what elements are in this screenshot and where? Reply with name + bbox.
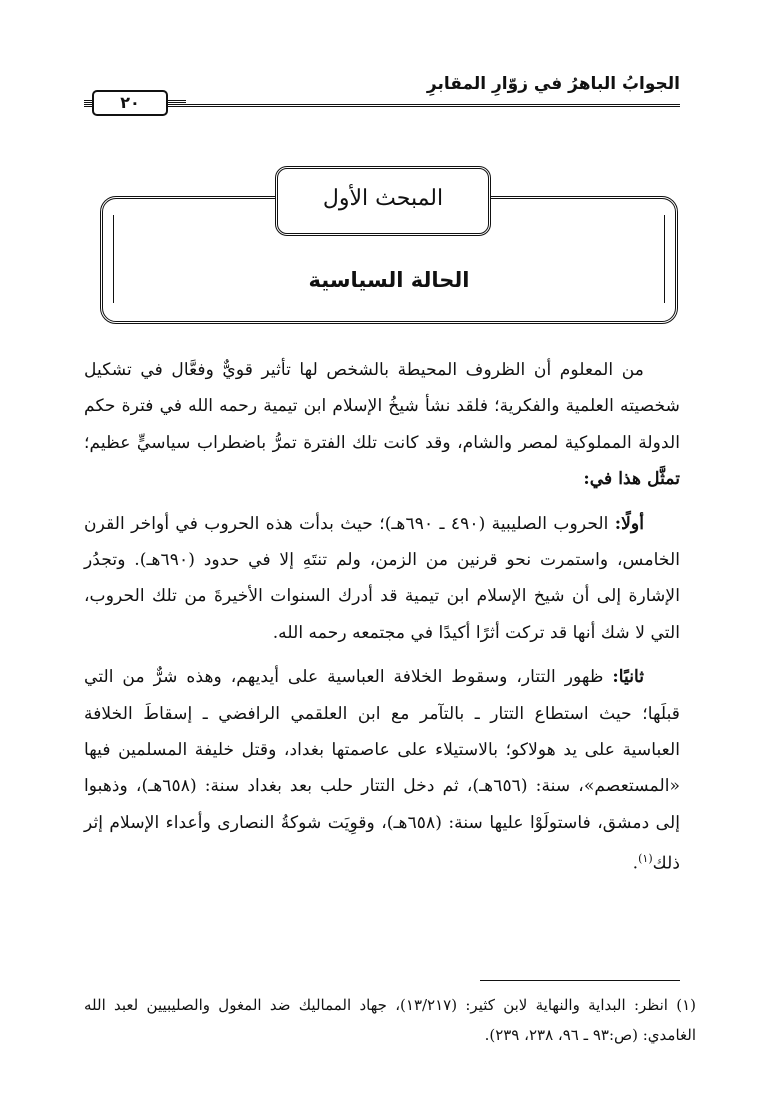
- page-number: ٢٠: [92, 90, 168, 116]
- book-title: الجوابُ الباهرُ في زوّارِ المقابرِ: [426, 74, 680, 94]
- second-text: ظهور التتار، وسقوط الخلافة العباسية على أيديهم، وهذه شرٌّ من التي قبلَها؛ حيث استطاع التتار ـ بالتآمر مع ابن العلقمي الرافضي ـ إسقاطَ الخلافة العباسية على يد هولاكو؛ بالاستيلاء على عاصمتها بغداد، وقتل خليفة المسلمين فيها «المستعصم»، سنة: (٦٥٦هـ)، ثم دخل التتار حلب بعد بغداد سنة: (٦٥٨هـ)، وذهبوا إلى دمشق، فاستولَوْا عليها سنة: (٦٥٨هـ)، وقوِيَت شوكةُ النصارى وأعداء الإسلام إثر ذلك: [84, 667, 680, 875]
- intro-text: من المعلوم أن الظروف المحيطة بالشخص لها تأثير قويٌّ وفعَّال في تشكيل شخصيته العلمية والفكرية؛ فلقد نشأ شيخُ الإسلام ابن تيمية رحمه الله في فترة حكم الدولة المملوكية لمصر والشام، وقد كانت تلك الفترة تمرُّ باضطراب سياسيٍّ عظيم؛: [84, 360, 680, 453]
- footnote-rule: [480, 980, 680, 981]
- section-heading: الحالة السياسية: [308, 268, 470, 292]
- second-paragraph: [84, 659, 680, 882]
- section-label: المبحث الأول: [322, 186, 444, 211]
- footnote-text: انظر: البداية والنهاية لابن كثير: (١٣/٢١٧)، جهاد المماليك ضد المغول والصليبيين لعبد الله الغامدي: (ص:٩٣ ـ ٩٦، ٢٣٨، ٢٣٩).: [84, 996, 696, 1044]
- header-rule-left: [84, 100, 92, 103]
- footnote-reference[interactable]: (١): [638, 852, 653, 866]
- running-header: [84, 72, 680, 116]
- intro-paragraph: [84, 352, 680, 498]
- footnote: [84, 990, 696, 1050]
- footnote-marker: (١): [676, 996, 696, 1014]
- first-label: أولًا:: [614, 513, 645, 534]
- header-rule: [84, 104, 680, 107]
- second-label: ثانيًا:: [612, 667, 644, 688]
- first-paragraph: [84, 506, 680, 652]
- body-text: [84, 352, 680, 882]
- header-rule-mid: [166, 100, 186, 103]
- section-label-box: [275, 166, 491, 236]
- intro-emphasis: تمثَّل هذا في:: [583, 469, 680, 490]
- second-end: .: [632, 854, 639, 875]
- first-text: الحروب الصليبية (٤٩٠ ـ ٦٩٠هـ)؛ حيث بدأت هذه الحروب في أواخر القرن الخامس، واستمرت نحو قرنين من الزمن، ولم تنتَهِ إلا في حدود (٦٩٠هـ). وتجدُر الإشارة إلى أن شيخ الإسلام ابن تيمية قد أدرك السنوات الأخيرةَ من تلك الحروب، التي لا شك أنها قد تركت أثرًا أكيدًا في مجتمعه رحمه الله.: [84, 513, 680, 643]
